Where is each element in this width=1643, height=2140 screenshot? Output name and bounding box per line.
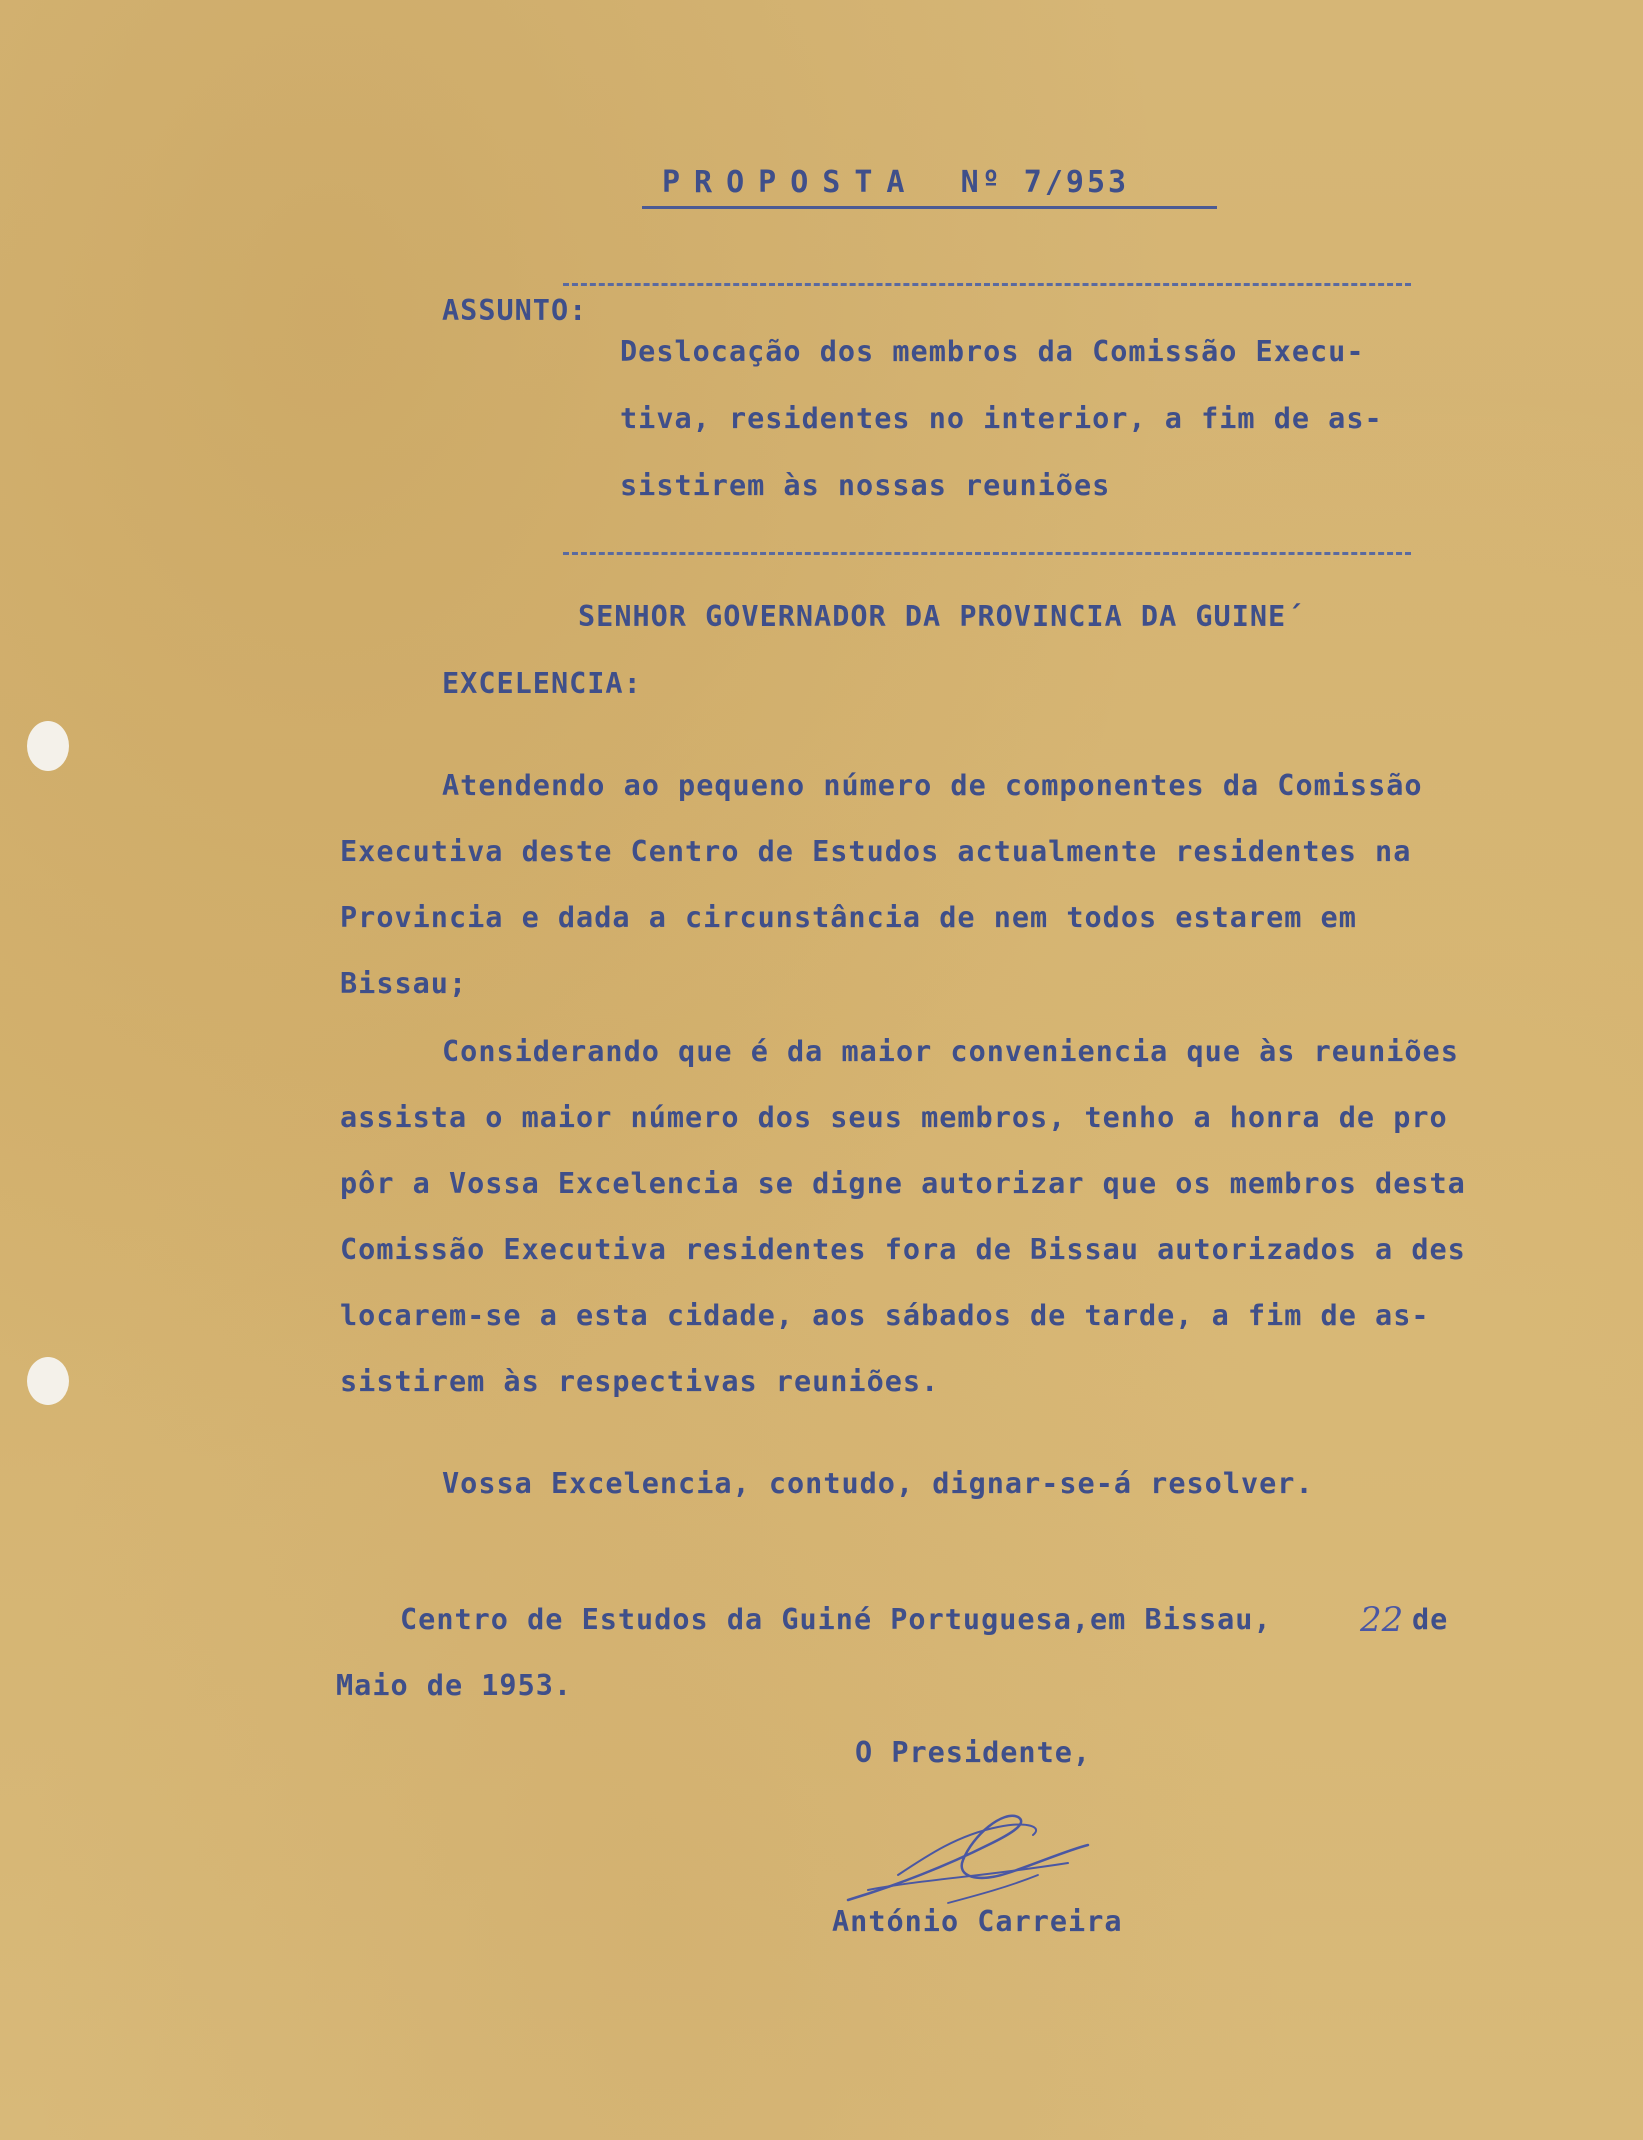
salutation: EXCELENCIA: — [442, 667, 642, 700]
subject-label: ASSUNTO: — [442, 294, 588, 327]
title-number: Nº 7/953 — [960, 165, 1130, 200]
paragraph1-line-2: Executiva deste Centro de Estudos actualmente residentes na — [340, 835, 1412, 868]
place-date-line-2: Maio de 1953. — [336, 1669, 573, 1702]
handwritten-day: 22 — [1360, 1600, 1404, 1640]
divider-bottom — [563, 552, 1411, 555]
paragraph2-line-4: Comissão Executiva residentes fora de Bissau autorizados a des — [340, 1233, 1466, 1266]
punch-hole-bottom — [27, 1357, 69, 1405]
document-title — [642, 165, 1217, 209]
signatory-role: O Presidente, — [855, 1736, 1092, 1769]
paragraph1-line-1: Atendendo ao pequeno número de componentes da Comissão — [442, 769, 1423, 802]
subject-line-3: sistirem às nossas reuniões — [620, 469, 1111, 502]
paragraph2-line-2: assista o maior número dos seus membros, tenho a honra de pro — [340, 1101, 1448, 1134]
place-date-line-1: Centro de Estudos da Guiné Portuguesa,em Bissau, — [400, 1603, 1272, 1636]
subject-line-2: tiva, residentes no interior, a fim de as- — [620, 402, 1383, 435]
paragraph2-line-3: pôr a Vossa Excelencia se digne autorizar que os membros desta — [340, 1167, 1466, 1200]
paragraph2-line-1: Considerando que é da maior conveniencia que às reuniões — [442, 1035, 1459, 1068]
punch-hole-top — [27, 721, 69, 771]
subject-line-1: Deslocação dos membros da Comissão Execu- — [620, 335, 1365, 368]
handwritten-signature — [838, 1805, 1098, 1915]
closing-line: Vossa Excelencia, contudo, dignar-se-á resolver. — [442, 1467, 1314, 1500]
addressee: SENHOR GOVERNADOR DA PROVINCIA DA GUINE´ — [578, 600, 1305, 633]
paragraph1-line-3: Provincia e dada a circunstância de nem todos estarem em — [340, 901, 1357, 934]
paragraph2-line-5: locarem-se a esta cidade, aos sábados de tarde, a fim de as- — [340, 1299, 1430, 1332]
paragraph2-line-6: sistirem às respectivas reuniões. — [340, 1365, 940, 1398]
signatory-name: António Carreira — [832, 1905, 1123, 1938]
divider-top — [563, 283, 1411, 286]
title-prefix: PROPOSTA — [662, 165, 919, 200]
paragraph1-line-4: Bissau; — [340, 967, 468, 1000]
place-date-line-1-end: de — [1412, 1603, 1449, 1636]
